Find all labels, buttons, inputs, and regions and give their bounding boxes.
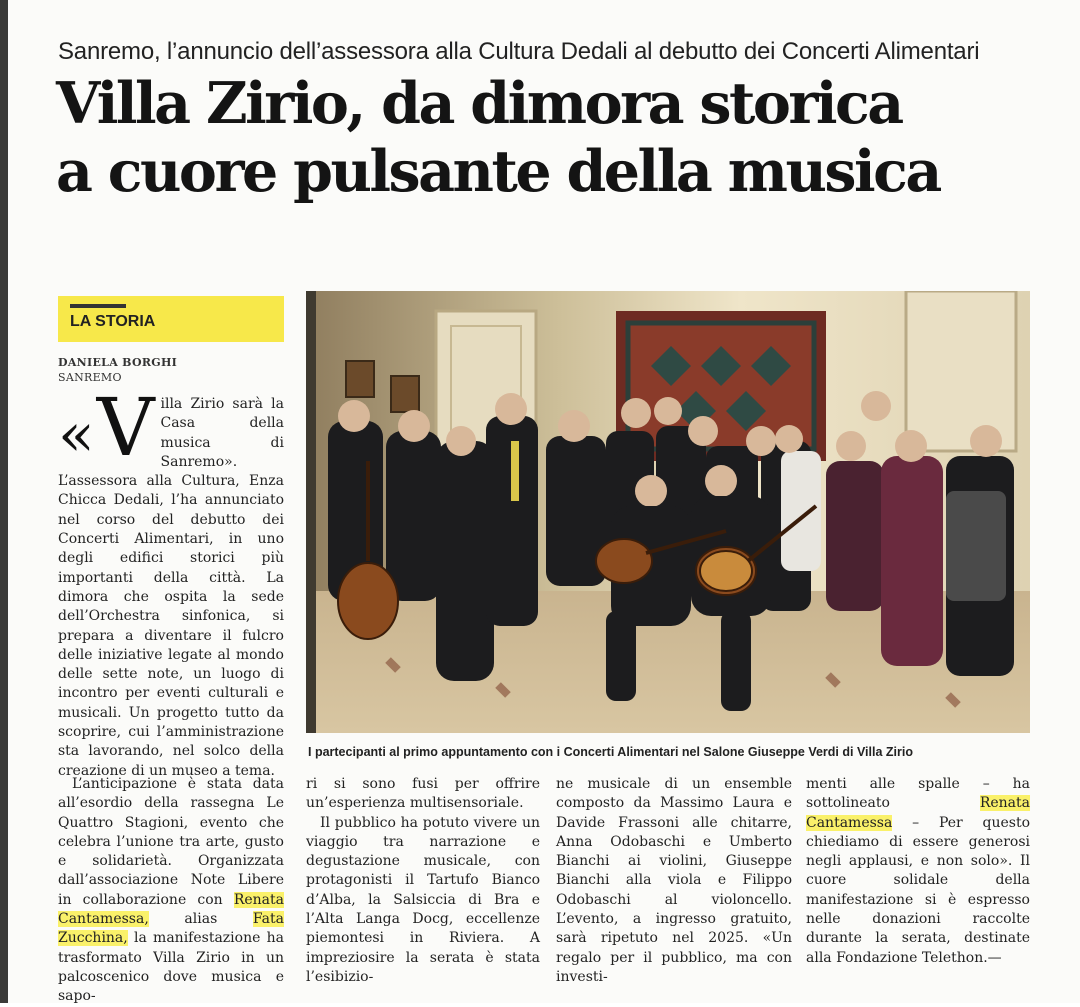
author-location: SANREMO	[58, 371, 122, 384]
col2-paragraph-1: ri si sono fusi per offrire un’esperienza multisensoriale.	[306, 776, 540, 812]
col3-paragraph-1: ne musicale di un ensemble composto da Massimo Laura e Davide Frassoni alle chitarre, Anna Odobaschi e Umberto Bianchi ai violini, Giuseppe Bianchi alla viola e Filippo Odobaschi al violoncello. L’evento, a ingresso gratuito, sarà ripetuto nel 2025. «Un regalo per il pubblico, ma con investi-	[556, 776, 792, 985]
headline-line-1: Villa Zirio, da dimora storica	[56, 70, 902, 137]
lead-text: illa Zirio sarà la Casa della musica di Sanremo». L’assessora alla Cultura, Enza Chicca Dedali, l’ha annunciato nel corso del debutto dei Concerti Alimentari, in uno degli edifici storici più importanti della città. La dimora che ospita la sede dell’Orchestra sinfonica, si prepara a diventare il fulcro delle iniziative legate al mondo delle sette note, un luogo di incontro per eventi culturali e musicali. Un progetto tutto da scoprire, cui l’amministrazione sta lavorando, nel solco della creazione di un museo a tema.	[58, 396, 284, 779]
dropcap-quote: «	[58, 400, 95, 470]
photo-illustration	[306, 291, 1030, 733]
event-photo	[306, 291, 1030, 733]
highlight-renata-1: Renata Cantamessa,	[58, 891, 284, 928]
article-kicker: Sanremo, l’annuncio dell’assessora alla Cultura Dedali al debutto dei Concerti Alimentari	[58, 38, 980, 65]
paragraph-2-text-b: alias	[184, 911, 218, 928]
column-1-top	[58, 381, 284, 781]
paragraph-2	[58, 775, 284, 1007]
column-1-bottom	[58, 775, 284, 1007]
col2-paragraph-2: Il pubblico ha potuto vivere un viaggio tra narrazione e degustazione musicale, con protagonisti il Tartufo Bianco d’Alba, la Salsiccia di Bra e l’Alta Langa Docg, eccellenze piemontesi in Riviera. A impreziosire la serata è stata l’esibizio-	[306, 814, 540, 985]
col4-text-b: – Per questo chiediamo di essere generosi negli applausi, e non solo». Il cuore solidale della manifestazione si è espresso nelle donazioni raccolte durante la serata, destinate alla Fondazione Telethon.—	[806, 814, 1031, 966]
column-4	[806, 775, 1030, 968]
section-tag	[58, 296, 284, 342]
page-edge-shadow	[0, 0, 8, 1003]
section-tag-label: LA STORIA	[70, 313, 156, 330]
highlight-renata-2: Renata Cantamessa	[806, 795, 1030, 831]
paragraph-2-text-c: la manifestazione ha trasformato Villa Zirio in un palcoscenico dove musica e sapo-	[58, 930, 284, 1005]
highlight-fata-zucchina: Fata Zucchina,	[58, 911, 284, 947]
paragraph-2-text-a: L’anticipazione è stata data all’esordio della rassegna Le Quattro Stagioni, evento che celebra l’unione tra arte, gusto e solidarietà. Organizzata dall’associazione Note Libere in collaborazione con	[58, 776, 284, 908]
col4-paragraph-1	[806, 775, 1030, 968]
photo-caption: I partecipanti al primo appuntamento con i Concerti Alimentari nel Salone Giuseppe Verdi di Villa Zirio	[308, 745, 913, 759]
article-headline	[56, 70, 1066, 206]
dropcap-letter: V	[96, 381, 155, 474]
lead-paragraph	[58, 381, 284, 781]
column-3	[556, 775, 792, 987]
col4-text-a: menti alle spalle – ha sottolineato	[806, 776, 1030, 812]
column-2	[306, 775, 540, 987]
section-tag-rule	[70, 304, 126, 308]
headline-line-2: a cuore pulsante della musica	[56, 138, 940, 205]
author-name: DANIELA BORGHI	[58, 356, 178, 369]
